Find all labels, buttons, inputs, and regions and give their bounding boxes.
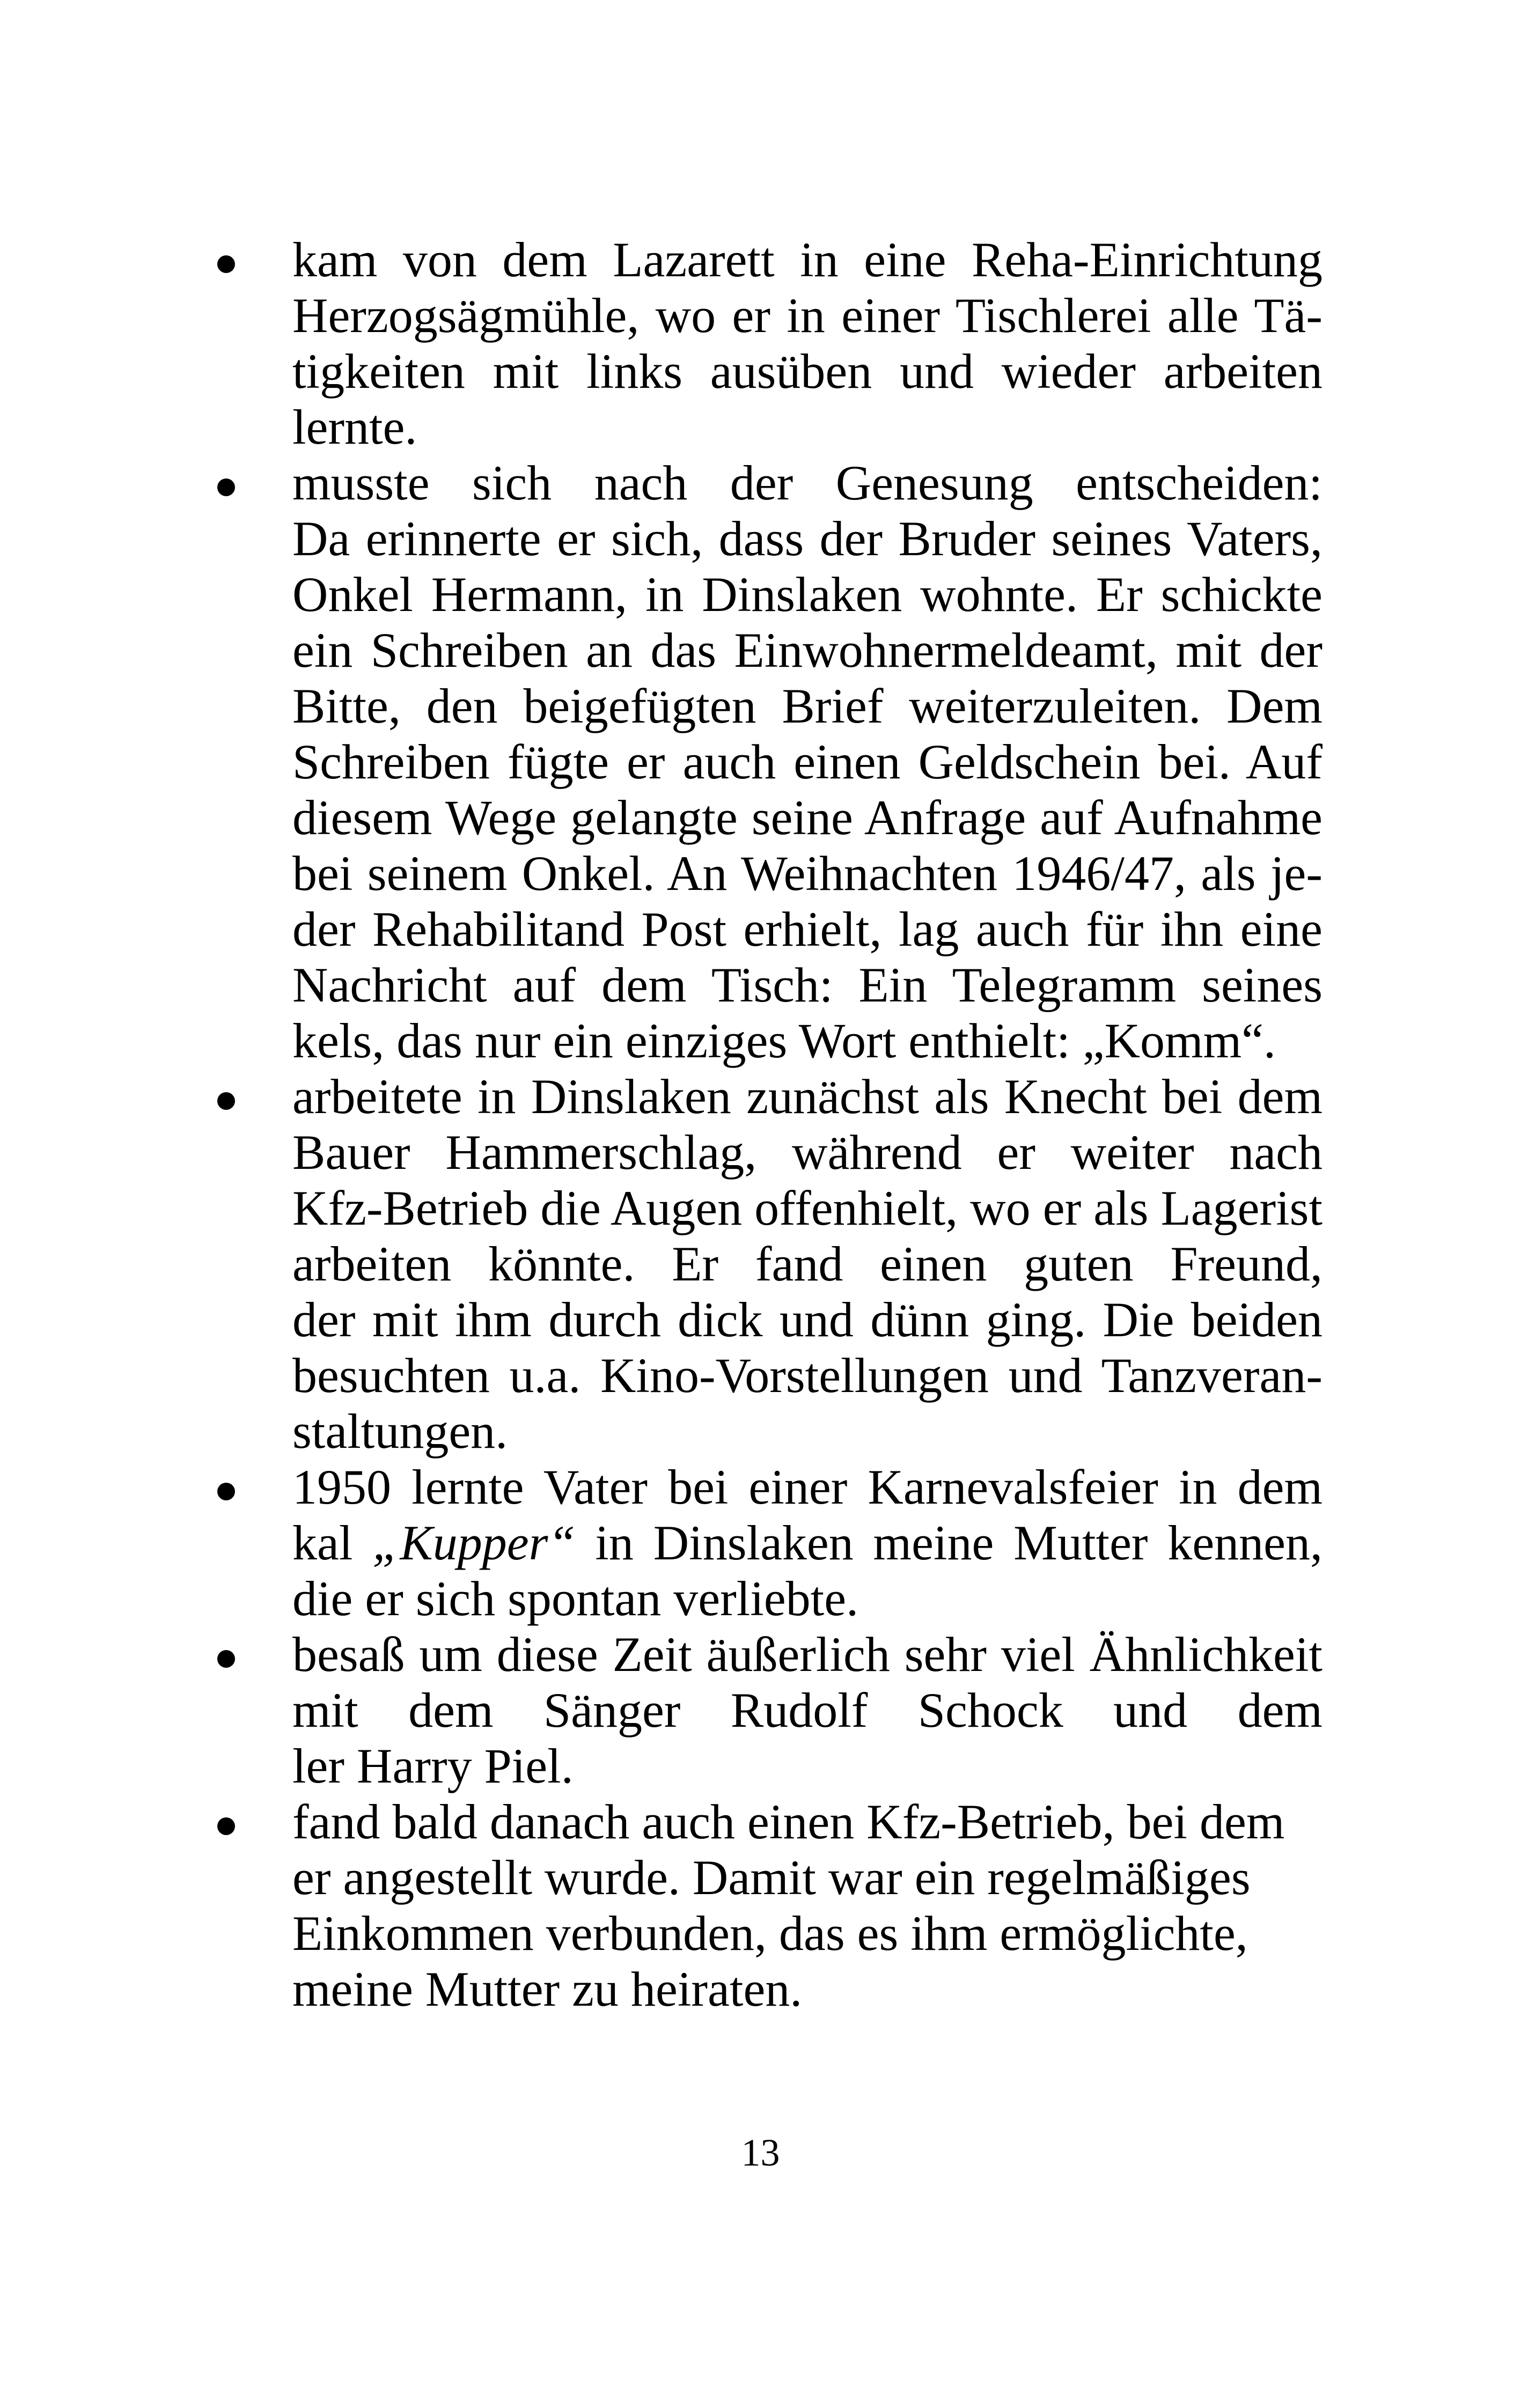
text-line: staltungen. xyxy=(292,1404,508,1459)
text-line: Kfz-Betrieb die Augen offenhielt, wo er als Lagerist xyxy=(292,1181,1322,1235)
text-line: Da erinnerte er sich, dass der Bruder seines Vaters, xyxy=(292,511,1322,566)
list-item xyxy=(212,1459,1322,1626)
text-line xyxy=(292,1515,1322,1571)
text-line: Nachricht auf dem Tisch: Ein Telegramm seines xyxy=(292,958,1322,1012)
bullet-icon xyxy=(217,1817,235,1835)
venue-name: „Kupper“ xyxy=(372,1515,576,1570)
text-line: arbeitete in Dinslaken zunächst als Knecht bei dem xyxy=(292,1069,1322,1124)
bullet-icon xyxy=(217,1092,235,1110)
text-line: arbeiten könnte. Er fand einen guten Freund, xyxy=(292,1236,1322,1291)
text-line: Bitte, den beigefügten Brief weiterzuleiten. Dem xyxy=(292,679,1322,733)
bullet-icon xyxy=(217,1650,235,1668)
text-fragment: kal xyxy=(292,1515,373,1570)
list-item xyxy=(212,455,1322,1069)
text-line: Einkommen verbunden, das es ihm ermöglichte, xyxy=(292,1906,1248,1961)
text-line: tigkeiten mit links ausüben und wieder arbeiten xyxy=(292,344,1322,399)
bullet-icon xyxy=(217,1483,235,1500)
bullet-icon xyxy=(217,478,235,496)
text-line: besuchten u.a. Kino-Vorstellungen und Tanzveran- xyxy=(292,1348,1322,1403)
text-line: 1950 lernte Vater bei einer Karnevalsfeier in dem xyxy=(292,1460,1322,1514)
text-line: die er sich spontan verliebte. xyxy=(292,1571,859,1626)
text-line: meine Mutter zu heiraten. xyxy=(292,1962,803,2016)
text-fragment: in Dinslaken meine Mutter kennen, xyxy=(595,1515,1322,1570)
text-line: der mit ihm durch dick und dünn ging. Die beiden xyxy=(292,1292,1322,1347)
text-line: kels, das nur ein einziges Wort enthielt: „Komm“. xyxy=(292,1013,1276,1068)
text-line: diesem Wege gelangte seine Anfrage auf Aufnahme xyxy=(292,790,1322,845)
text-line: Herzogsägmühle, wo er in einer Tischlerei alle Tä- xyxy=(292,288,1322,343)
page-number: 13 xyxy=(741,2131,780,2174)
list-item xyxy=(212,1794,1322,2017)
text-line: Schreiben fügte er auch einen Geldschein bei. Auf xyxy=(292,734,1322,789)
text-line: Onkel Hermann, in Dinslaken wohnte. Er schickte xyxy=(292,567,1322,622)
text-line: musste sich nach der Genesung entscheiden: xyxy=(292,455,1322,510)
list-item xyxy=(212,1626,1322,1794)
text-line: lernte. xyxy=(292,400,417,454)
bullet-icon xyxy=(217,255,235,273)
text-line: fand bald danach auch einen Kfz-Betrieb, bei dem xyxy=(292,1794,1285,1849)
text-line: ler Harry Piel. xyxy=(292,1739,574,1793)
text-line: Bauer Hammerschlag, während er weiter nach xyxy=(292,1125,1322,1180)
text-line: kam von dem Lazarett in eine Reha-Einrichtung xyxy=(292,232,1322,287)
text-line: ein Schreiben an das Einwohnermeldeamt, mit der xyxy=(292,623,1322,678)
text-line: der Rehabilitand Post erhielt, lag auch für ihn eine xyxy=(292,902,1322,956)
bullet-list xyxy=(212,232,1322,2017)
text-line: besaß um diese Zeit äußerlich sehr viel Ähnlichkeit xyxy=(292,1627,1322,1682)
text-line: er angestellt wurde. Damit war ein regelmäßiges xyxy=(292,1850,1251,1905)
list-item xyxy=(212,232,1322,455)
list-item xyxy=(212,1069,1322,1459)
text-line: bei seinem Onkel. An Weihnachten 1946/47, als je- xyxy=(292,846,1322,901)
text-line: mit dem Sänger Rudolf Schock und dem xyxy=(292,1683,1322,1737)
